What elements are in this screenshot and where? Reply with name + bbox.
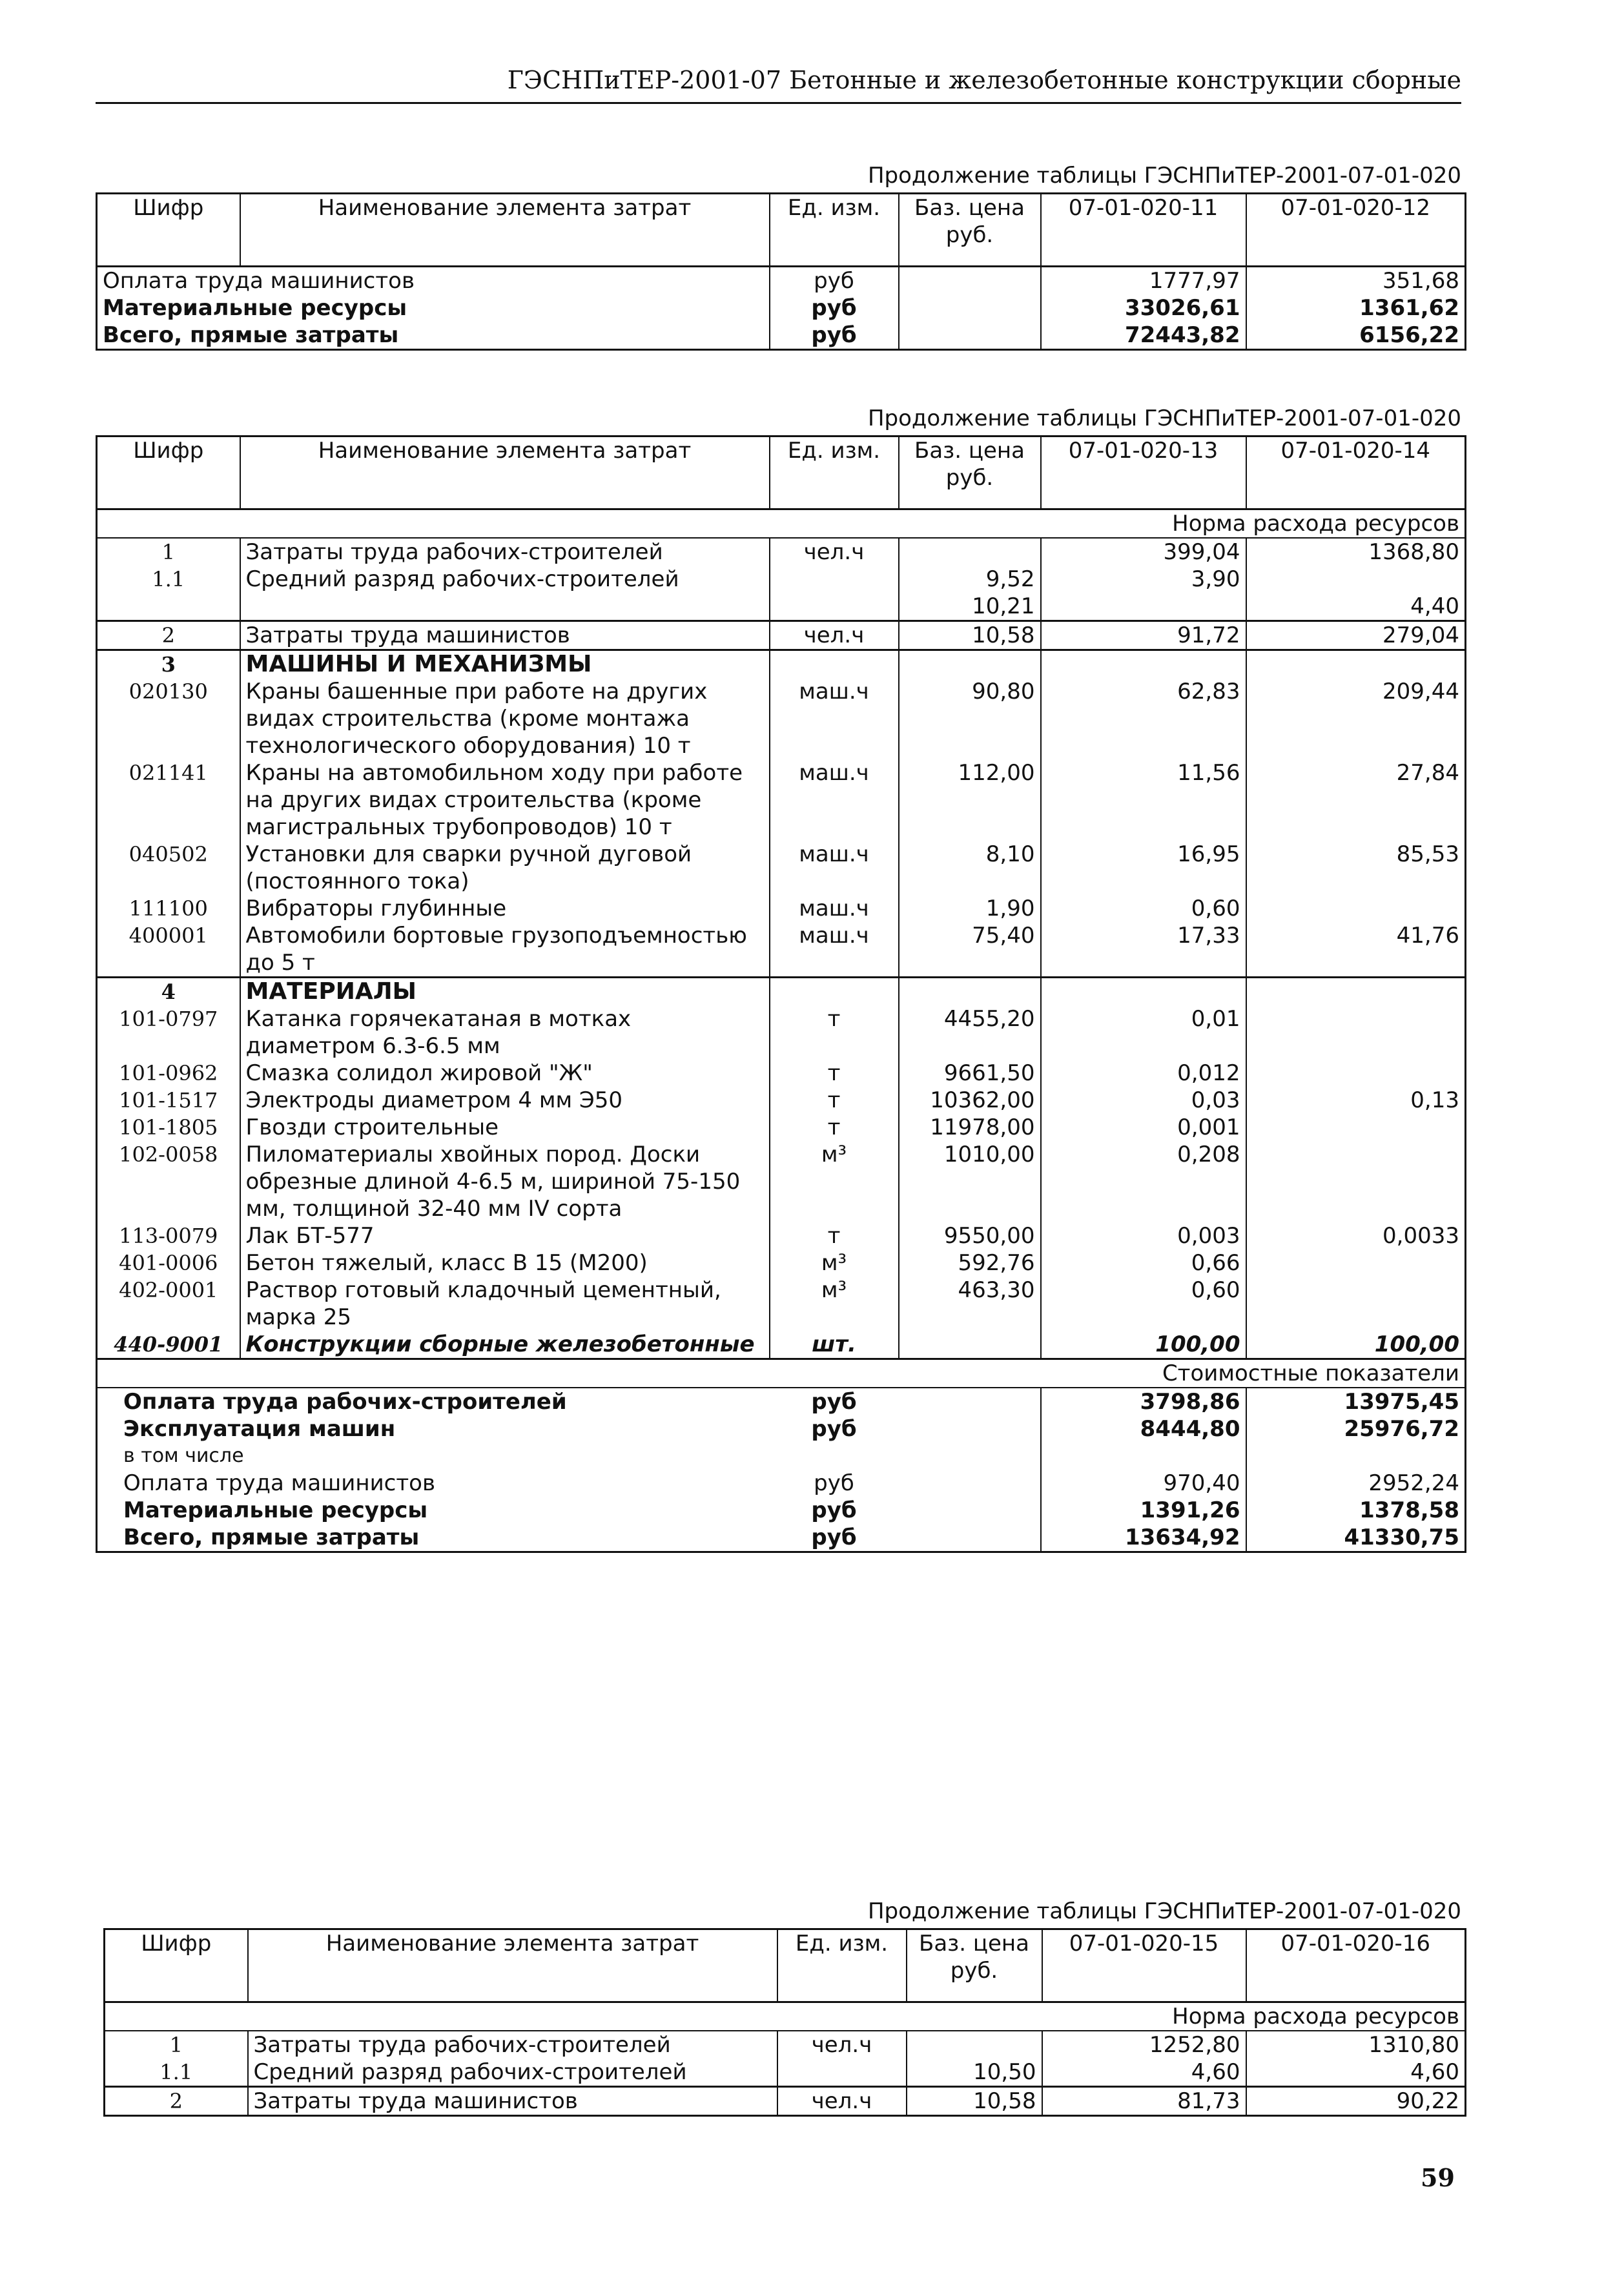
cost-table-2 [96,435,1466,1553]
price-cell [899,1415,1041,1443]
name-cell: Средний разряд рабочих-строителей [248,2059,777,2087]
value-cell: 0,03 [1041,1087,1246,1114]
name-cell: Конструкции сборные железобетонные [240,1331,770,1359]
name-cell: Катанка горячекатаная в мотках диаметром 6.3-6.5 мм [240,1005,770,1060]
value-cell [1246,978,1466,1006]
value-cell: 72443,82 [1041,322,1246,350]
value-cell: 0,66 [1041,1249,1246,1277]
table-row [97,566,1466,593]
unit-cell: маш.ч [770,895,899,922]
unit-cell [770,978,899,1006]
unit-cell: руб [814,1470,854,1496]
col-name-header: Наименование элемента затрат [240,194,770,267]
value-cell: 279,04 [1246,621,1466,650]
name-cell: Материальные ресурсы [103,295,407,321]
value-cell [1246,1005,1466,1060]
price-cell [899,1388,1041,1415]
table-row [105,2087,1466,2116]
value-cell: 33026,61 [1041,294,1246,322]
code-cell: 440-9001 [114,1332,223,1357]
table-row [97,759,1466,841]
price-cell: 9661,50 [899,1060,1041,1087]
value-cell: 11,56 [1041,759,1246,841]
name-cell: Автомобили бортовые грузоподъемностью до 5 т [240,922,770,978]
unit-cell: чел.ч [770,538,899,566]
table-row [97,294,1466,322]
table-body [105,2002,1466,2116]
name-cell: Средний разряд рабочих-строителей [240,566,770,593]
col-norm-2-header: 07-01-020-16 [1246,1929,1466,2002]
value-cell: 6156,22 [1246,322,1466,350]
value-cell: 0,60 [1041,895,1246,922]
table-row [97,650,1466,679]
page-header [96,62,1461,104]
price-cell: 112,00 [899,759,1041,841]
value-cell: 25976,72 [1246,1415,1466,1443]
unit-cell: чел.ч [770,621,899,650]
value-cell: 81,73 [1042,2087,1246,2116]
col-unit-header: Ед. изм. [770,194,899,267]
price-cell [899,1331,1041,1359]
table-row [97,1141,1466,1222]
name-cell: Электроды диаметром 4 мм Э50 [240,1087,770,1114]
table-row [97,509,1466,539]
value-cell: 13634,92 [1041,1524,1246,1552]
value-cell [1041,593,1246,621]
price-cell [907,2031,1042,2059]
value-cell [1246,1141,1466,1222]
price-cell [899,650,1041,679]
table-caption: Продолжение таблицы ГЭСНПиТЕР-2001-07-01-020 [867,1898,1461,1924]
price-cell: 8,10 [899,841,1041,895]
value-cell: 16,95 [1041,841,1246,895]
col-name-header: Наименование элемента затрат [248,1929,777,2002]
section-label: Стоимостные показатели [97,1359,1466,1388]
value-cell: 0,13 [1246,1087,1466,1114]
unit-cell: чел.ч [777,2087,907,2116]
unit-cell: м³ [770,1249,899,1277]
code-cell: 020130 [128,679,208,704]
price-cell: 10,21 [899,593,1041,621]
unit-cell: руб [811,1416,857,1442]
name-cell: Лак БТ-577 [240,1222,770,1249]
value-cell: 399,04 [1041,538,1246,566]
table-row [97,538,1466,566]
code-cell: 401-0006 [119,1251,218,1275]
unit-cell [770,650,899,679]
name-cell: Материальные ресурсы [123,1497,428,1523]
unit-cell: маш.ч [770,759,899,841]
price-cell: 1010,00 [899,1141,1041,1222]
unit-cell: м³ [770,1141,899,1222]
value-cell: 4,60 [1042,2059,1246,2087]
name-cell: Пиломатериалы хвойных пород. Доски обрезные длиной 4-6.5 м, шириной 75-150 мм, толщиной 32-40 мм IV сорта [240,1141,770,1222]
value-cell: 85,53 [1246,841,1466,895]
section-label: Норма расхода ресурсов [105,2002,1466,2031]
name-cell: в том числе [123,1444,244,1467]
value-cell: 8444,80 [1041,1415,1246,1443]
code-cell: 1 [161,540,175,564]
price-cell [899,1470,1041,1497]
table-caption: Продолжение таблицы ГЭСНПиТЕР-2001-07-01-020 [867,163,1461,189]
table-row [97,895,1466,922]
unit-cell: т [770,1005,899,1060]
value-cell: 3798,86 [1041,1388,1246,1415]
table-row [97,1087,1466,1114]
table-row [105,2031,1466,2059]
table-row [97,978,1466,1006]
value-cell: 0,012 [1041,1060,1246,1087]
table-body [97,509,1466,1552]
code-cell: 1.1 [159,2060,193,2084]
col-unit-header: Ед. изм. [770,436,899,509]
unit-cell: руб [770,267,899,295]
section-title: МАТЕРИАЛЫ [240,978,770,1006]
table-row [105,2002,1466,2031]
price-cell: 10362,00 [899,1087,1041,1114]
price-cell [899,978,1041,1006]
value-cell [1246,1277,1466,1331]
col-code-header: Шифр [97,436,240,509]
unit-cell: руб [811,1497,857,1523]
value-cell: 1310,80 [1246,2031,1466,2059]
table-body [97,267,1466,350]
code-cell: 101-0797 [119,1007,218,1031]
name-cell: Краны на автомобильном ходу при работе на других видах строительства (кроме магистральных трубопроводов) 10 т [240,759,770,841]
table-row [97,1497,1466,1524]
name-cell: Смазка солидол жировой "Ж" [240,1060,770,1087]
col-norm-2-header: 07-01-020-14 [1246,436,1466,509]
name-cell [240,593,770,621]
unit-cell: руб [770,294,899,322]
table-row [97,1060,1466,1087]
code-cell: 1.1 [152,567,185,591]
table-header-row [105,1929,1466,2002]
table-row [97,1331,1466,1359]
price-cell [899,1497,1041,1524]
col-price-header: Баз. цена руб. [899,194,1041,267]
unit-cell: маш.ч [770,678,899,759]
unit-cell: руб [770,322,899,350]
value-cell: 0,60 [1041,1277,1246,1331]
price-cell: 592,76 [899,1249,1041,1277]
value-cell: 0,01 [1041,1005,1246,1060]
price-cell: 1,90 [899,895,1041,922]
value-cell [1246,1443,1466,1470]
table-row [97,922,1466,978]
value-cell: 91,72 [1041,621,1246,650]
name-cell: Установки для сварки ручной дуговой (постоянного тока) [240,841,770,895]
price-cell [899,538,1041,566]
code-cell: 1 [169,2033,183,2057]
unit-cell: т [770,1060,899,1087]
table-row [97,593,1466,621]
col-code-header: Шифр [97,194,240,267]
value-cell [1246,1249,1466,1277]
table-row [97,1005,1466,1060]
unit-cell [777,2059,907,2087]
col-norm-1-header: 07-01-020-13 [1041,436,1246,509]
table-row [97,1222,1466,1249]
value-cell [1246,895,1466,922]
price-cell: 9,52 [899,566,1041,593]
table-row [97,1114,1466,1141]
section-code: 4 [97,978,240,1006]
unit-cell: маш.ч [770,922,899,978]
value-cell [1041,650,1246,679]
table-row [105,2059,1466,2087]
name-cell: Бетон тяжелый, класс В 15 (М200) [240,1249,770,1277]
col-code-header: Шифр [105,1929,248,2002]
name-cell: Оплата труда машинистов [123,1470,436,1496]
code-cell: 101-0962 [119,1061,218,1085]
name-cell: Затраты труда машинистов [240,621,770,650]
value-cell: 1368,80 [1246,538,1466,566]
col-unit-header: Ед. изм. [777,1929,907,2002]
name-cell: Раствор готовый кладочный цементный, марка 25 [240,1277,770,1331]
name-cell: Оплата труда машинистов [97,267,770,295]
value-cell: 1361,62 [1246,294,1466,322]
col-name-header: Наименование элемента затрат [240,436,770,509]
value-cell [1246,650,1466,679]
unit-cell: руб [811,1525,857,1550]
value-cell: 3,90 [1041,566,1246,593]
value-cell: 1252,80 [1042,2031,1246,2059]
value-cell: 0,0033 [1246,1222,1466,1249]
value-cell [1246,566,1466,593]
name-cell: Всего, прямые затраты [123,1525,420,1550]
name-cell: Оплата труда рабочих-строителей [123,1389,567,1415]
value-cell [1246,1114,1466,1141]
price-cell: 11978,00 [899,1114,1041,1141]
code-cell [97,593,240,621]
value-cell: 1777,97 [1041,267,1246,295]
table-row [97,1415,1466,1443]
value-cell: 1378,58 [1246,1497,1466,1524]
unit-cell: т [770,1087,899,1114]
cost-table-1 [96,192,1466,351]
code-cell: 102-0058 [119,1142,218,1167]
name-cell: Затраты труда рабочих-строителей [248,2031,777,2059]
table-row [97,1470,1466,1497]
code-cell: 2 [105,2087,248,2116]
value-cell: 970,40 [1041,1470,1246,1497]
value-cell: 13975,45 [1246,1388,1466,1415]
name-cell: Гвозди строительные [240,1114,770,1141]
price-cell [899,294,1041,322]
col-norm-2-header: 07-01-020-12 [1246,194,1466,267]
code-cell: 402-0001 [119,1278,218,1302]
value-cell: 41330,75 [1246,1524,1466,1552]
unit-cell: шт. [770,1331,899,1359]
value-cell: 209,44 [1246,678,1466,759]
unit-cell [770,1443,899,1470]
price-cell [899,1524,1041,1552]
unit-cell: руб [811,1389,857,1415]
value-cell: 1391,26 [1041,1497,1246,1524]
code-cell: 2 [97,621,240,650]
price-cell: 9550,00 [899,1222,1041,1249]
table-row [97,267,1466,295]
table-row [97,841,1466,895]
table-row [97,1277,1466,1331]
table-header-row [97,194,1466,267]
code-cell: 113-0079 [119,1224,218,1248]
table-row [97,621,1466,650]
value-cell: 0,003 [1041,1222,1246,1249]
price-cell [899,1443,1041,1470]
unit-cell: т [770,1222,899,1249]
price-cell: 10,58 [899,621,1041,650]
unit-cell: м³ [770,1277,899,1331]
price-cell [899,322,1041,350]
code-cell: 400001 [128,923,208,948]
page-number: 59 [1421,2163,1455,2192]
table-header-row [97,436,1466,509]
name-cell: Всего, прямые затраты [103,322,399,348]
price-cell [899,267,1041,295]
table-row [97,1388,1466,1415]
table-row [97,1249,1466,1277]
value-cell: 100,00 [1246,1331,1466,1359]
value-cell [1041,1443,1246,1470]
cost-table-3 [103,1928,1466,2117]
price-cell: 75,40 [899,922,1041,978]
name-cell: Затраты труда рабочих-строителей [240,538,770,566]
price-cell: 4455,20 [899,1005,1041,1060]
code-cell: 040502 [128,842,208,867]
price-cell: 90,80 [899,678,1041,759]
unit-cell: чел.ч [777,2031,907,2059]
section-title: МАШИНЫ И МЕХАНИЗМЫ [240,650,770,679]
col-norm-1-header: 07-01-020-15 [1042,1929,1246,2002]
value-cell: 0,208 [1041,1141,1246,1222]
unit-cell: маш.ч [770,841,899,895]
table-row [97,1524,1466,1552]
value-cell: 4,40 [1246,593,1466,621]
value-cell: 17,33 [1041,922,1246,978]
name-cell: Затраты труда машинистов [248,2087,777,2116]
value-cell: 90,22 [1246,2087,1466,2116]
table-row [97,678,1466,759]
value-cell: 2952,24 [1246,1470,1466,1497]
table-row [97,322,1466,350]
page-header-title: ГЭСНПиТЕР-2001-07 Бетонные и железобетонные конструкции сборные [507,66,1461,94]
table-row [97,1443,1466,1470]
value-cell: 4,60 [1246,2059,1466,2087]
name-cell: Эксплуатация машин [123,1416,396,1442]
col-price-header: Баз. цена руб. [899,436,1041,509]
code-cell: 101-1805 [119,1115,218,1140]
col-norm-1-header: 07-01-020-11 [1041,194,1246,267]
price-cell: 10,50 [907,2059,1042,2087]
table-row [97,1359,1466,1388]
price-cell: 463,30 [899,1277,1041,1331]
section-code: 3 [97,650,240,679]
value-cell: 0,001 [1041,1114,1246,1141]
section-label: Норма расхода ресурсов [97,509,1466,539]
value-cell: 100,00 [1041,1331,1246,1359]
value-cell [1246,1060,1466,1087]
unit-cell [770,593,899,621]
code-cell: 021141 [128,761,208,785]
col-price-header: Баз. цена руб. [907,1929,1042,2002]
unit-cell: т [770,1114,899,1141]
name-cell: Вибраторы глубинные [240,895,770,922]
value-cell: 41,76 [1246,922,1466,978]
name-cell: Краны башенные при работе на других видах строительства (кроме монтажа технологического оборудования) 10 т [240,678,770,759]
price-cell: 10,58 [907,2087,1042,2116]
code-cell: 111100 [128,896,208,921]
code-cell: 101-1517 [119,1088,218,1113]
value-cell: 351,68 [1246,267,1466,295]
value-cell: 27,84 [1246,759,1466,841]
table-caption: Продолжение таблицы ГЭСНПиТЕР-2001-07-01-020 [867,406,1461,431]
value-cell [1041,978,1246,1006]
value-cell: 62,83 [1041,678,1246,759]
unit-cell [770,566,899,593]
